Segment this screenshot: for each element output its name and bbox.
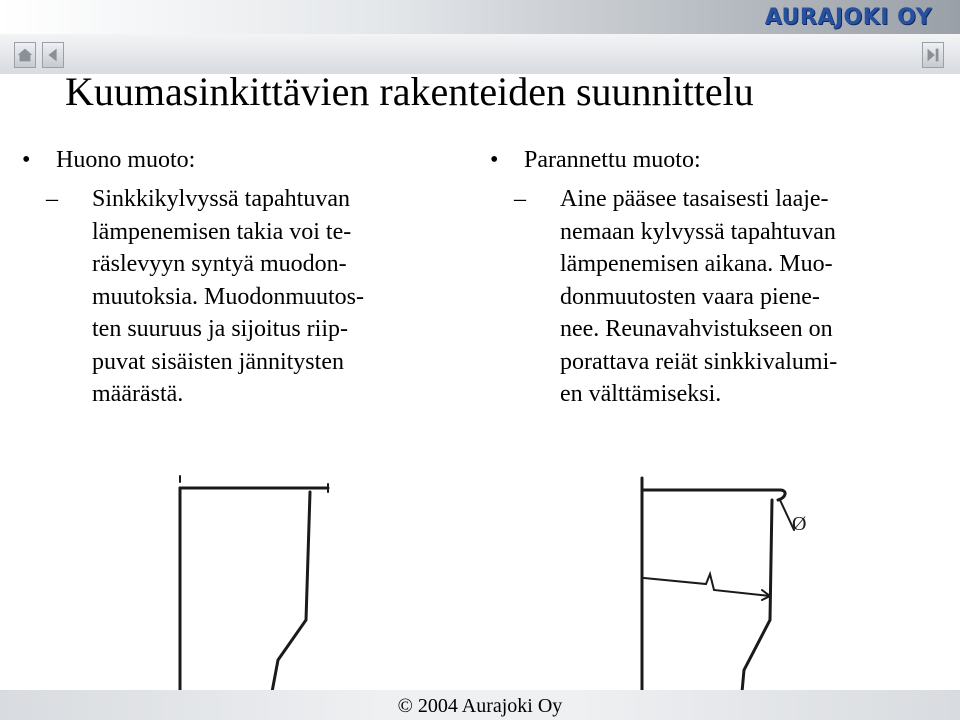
left-text-line: määrästä. (92, 381, 184, 407)
last-slide-button[interactable] (922, 42, 944, 68)
left-text-line: räslevyyn syntyä muodon- (92, 251, 347, 277)
previous-slide-button[interactable] (42, 42, 64, 68)
improved-shape-drawing (620, 470, 820, 692)
dash-marker: – (514, 186, 526, 212)
last-slide-icon (923, 43, 943, 67)
left-text-line: lämpenemisen takia voi te- (92, 218, 352, 245)
left-text-line: puvat sisäisten jännitysten (92, 348, 344, 375)
left-text-line: Sinkkikylvyssä tapahtuvan (92, 186, 350, 212)
right-bullet-heading: • Parannettu muoto: (490, 144, 950, 176)
home-icon (15, 43, 35, 67)
right-text-line: donmuutosten vaara piene- (560, 283, 820, 310)
right-text-line: nee. Reunavahvistukseen on (560, 316, 833, 342)
drawing-right-wall (272, 492, 310, 692)
left-sub-item (22, 183, 462, 411)
poor-shape-drawing (160, 470, 350, 692)
right-text-line: lämpenemisen aikana. Muo- (560, 251, 833, 277)
right-text-line: nemaan kylvyssä tapahtuvan (560, 218, 836, 245)
home-button[interactable] (14, 42, 36, 68)
diameter-symbol: Ø (792, 513, 807, 535)
right-column (490, 144, 950, 411)
right-text-line: en välttämiseksi. (560, 381, 722, 407)
slide-title: Kuumasinkittävien rakenteiden suunnittelu (65, 69, 754, 114)
dash-marker: – (46, 186, 58, 212)
left-text-line: ten suuruus ja sijoitus riip- (92, 316, 348, 342)
left-text-line: muutoksia. Muodonmuutos- (92, 283, 365, 310)
right-sub-item (490, 183, 950, 411)
previous-slide-icon (43, 43, 63, 67)
right-text-line: Aine pääsee tasaisesti laaje- (560, 186, 829, 212)
copyright-text: © 2004 Aurajoki Oy (397, 695, 563, 717)
left-bullet-heading: • Huono muoto: (22, 144, 462, 176)
company-logo: AURAJOKI OY (764, 5, 932, 30)
left-column (22, 144, 462, 411)
right-text-line: porattava reiät sinkkivalumi- (560, 348, 838, 375)
dimension-line (644, 574, 770, 596)
